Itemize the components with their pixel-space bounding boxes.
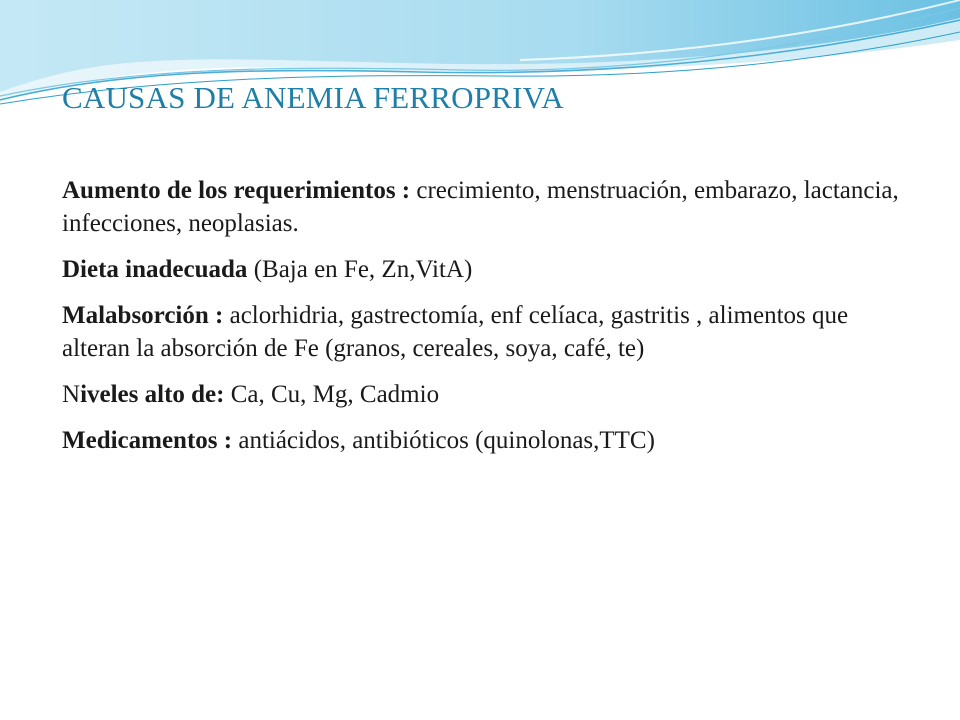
- cause-detail: (Baja en Fe, Zn,VitA): [247, 256, 473, 283]
- cause-item-increased-requirements: [62, 174, 922, 240]
- cause-item-inadequate-diet: [62, 253, 922, 286]
- cause-item-high-levels: [62, 378, 922, 411]
- cause-detail: Ca, Cu, Mg, Cadmio: [224, 381, 440, 408]
- cause-label: Aumento de los requerimientos :: [62, 177, 411, 204]
- cause-label: Medicamentos :: [62, 427, 233, 454]
- cause-detail: crecimiento, menstruación, embarazo, lactancia, infecciones, neoplasias.: [62, 177, 899, 237]
- cause-label: iveles alto de:: [80, 381, 225, 408]
- cause-label-prefix: N: [62, 381, 81, 408]
- cause-item-malabsorption: [62, 299, 922, 365]
- cause-label: Dieta inadecuada: [62, 256, 248, 283]
- cause-item-medications: [62, 424, 922, 457]
- cause-detail: aclorhidria, gastrectomía, enf celíaca, gastritis , alimentos que alteran la absorción de Fe (granos, cereales, soya, café, te): [62, 302, 849, 362]
- cause-list: [62, 174, 922, 470]
- slide-title: CAUSAS DE ANEMIA FERROPRIVA: [62, 80, 564, 115]
- cause-label: Malabsorción :: [62, 302, 224, 329]
- cause-detail: antiácidos, antibióticos (quinolonas,TTC): [232, 427, 655, 454]
